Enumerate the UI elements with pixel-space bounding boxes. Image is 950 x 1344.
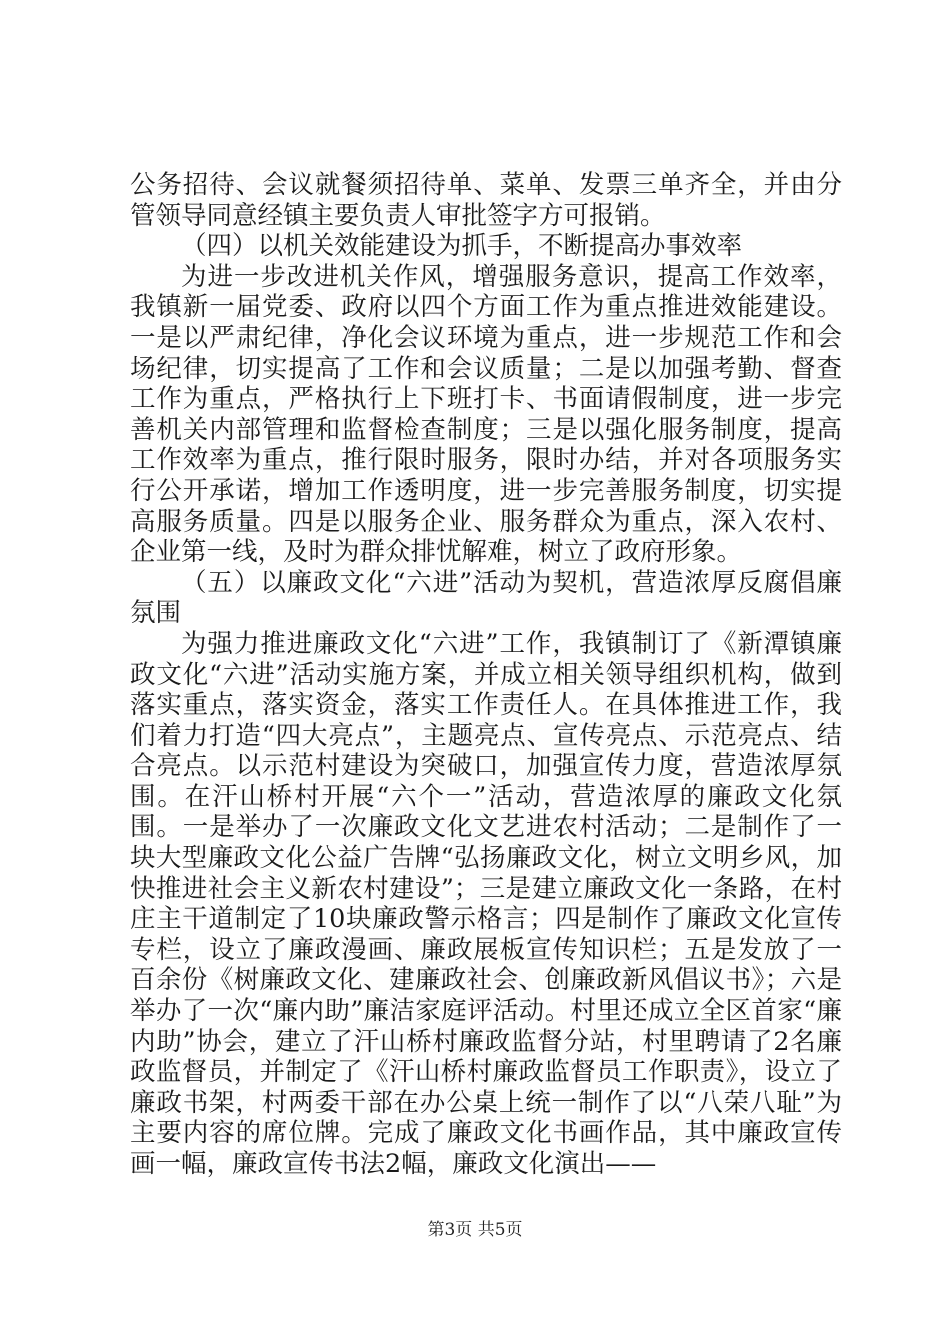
section-heading-4: （四）以机关效能建设为抓手，不断提高办事效率: [181, 231, 743, 262]
section-heading-5: （五）以廉政文化“六进”活动为契机，营造浓厚反腐倡廉氛围: [130, 567, 842, 629]
paragraph-clean-culture: 为强力推进廉政文化“六进”工作，我镇制订了《新潭镇廉政文化“六进”活动实施方案，并成立相关领导组织机构，做到落实重点，落实资金，落实工作责任人。在具体推进工作，我们着力打造“四大亮点”，主题亮点、宣传亮点、示范亮点、结合亮点。以示范村建设为突破口，加强宣传力度，营造浓厚氛围。在汗山桥村开展“六个一”活动，营造浓厚的廉政文化氛围。一是举办了一次廉政文化文艺进农村活动；二是制作了一块大型廉政文化公益广告牌“弘扬廉政文化，树立文明乡风，加快推进社会主义新农村建设”；三是建立廉政文化一条路，在村庄主干道制定了10块廉政警示格言；四是制作了廉政文化宣传专栏，设立了廉政漫画、廉政展板宣传知识栏；五是发放了一百余份《树廉政文化、建廉政社会、创廉政新风倡议书》；六是举办了一次“廉内助”廉洁家庭评活动。村里还成立全区首家“廉内助”协会，建立了汗山桥村廉政监督分站，村里聘请了2名廉政监督员，并制定了《汗山桥村廉政监督员工作职责》，设立了廉政书架，村两委干部在办公桌上统一制作了以“八荣八耻”为主要内容的席位牌。完成了廉政文化书画作品，其中廉政宣传画一幅，廉政宣传书法2幅，廉政文化演出——: [130, 628, 842, 1179]
page-number-footer: 第3页 共5页: [427, 1220, 523, 1240]
document-body: [130, 170, 842, 1180]
paragraph-efficiency-building: 为进一步改进机关作风，增强服务意识，提高工作效率，我镇新一届党委、政府以四个方面工作为重点推进效能建设。一是以严肃纪律，净化会议环境为重点，进一步规范工作和会场纪律，切实提高了工作和会议质量；二是以加强考勤、督查工作为重点，严格执行上下班打卡、书面请假制度，进一步完善机关内部管理和监督检查制度；三是以强化服务制度，提高工作效率为重点，推行限时服务，限时办结，并对各项服务实行公开承诺，增加工作透明度，进一步完善服务制度，切实提高服务质量。四是以服务企业、服务群众为重点，深入农村、企业第一线，及时为群众排忧解难，树立了政府形象。: [130, 261, 842, 568]
paragraph-reception-rules: 公务招待、会议就餐须招待单、菜单、发票三单齐全，并由分管领导同意经镇主要负责人审批签字方可报销。: [130, 170, 842, 231]
